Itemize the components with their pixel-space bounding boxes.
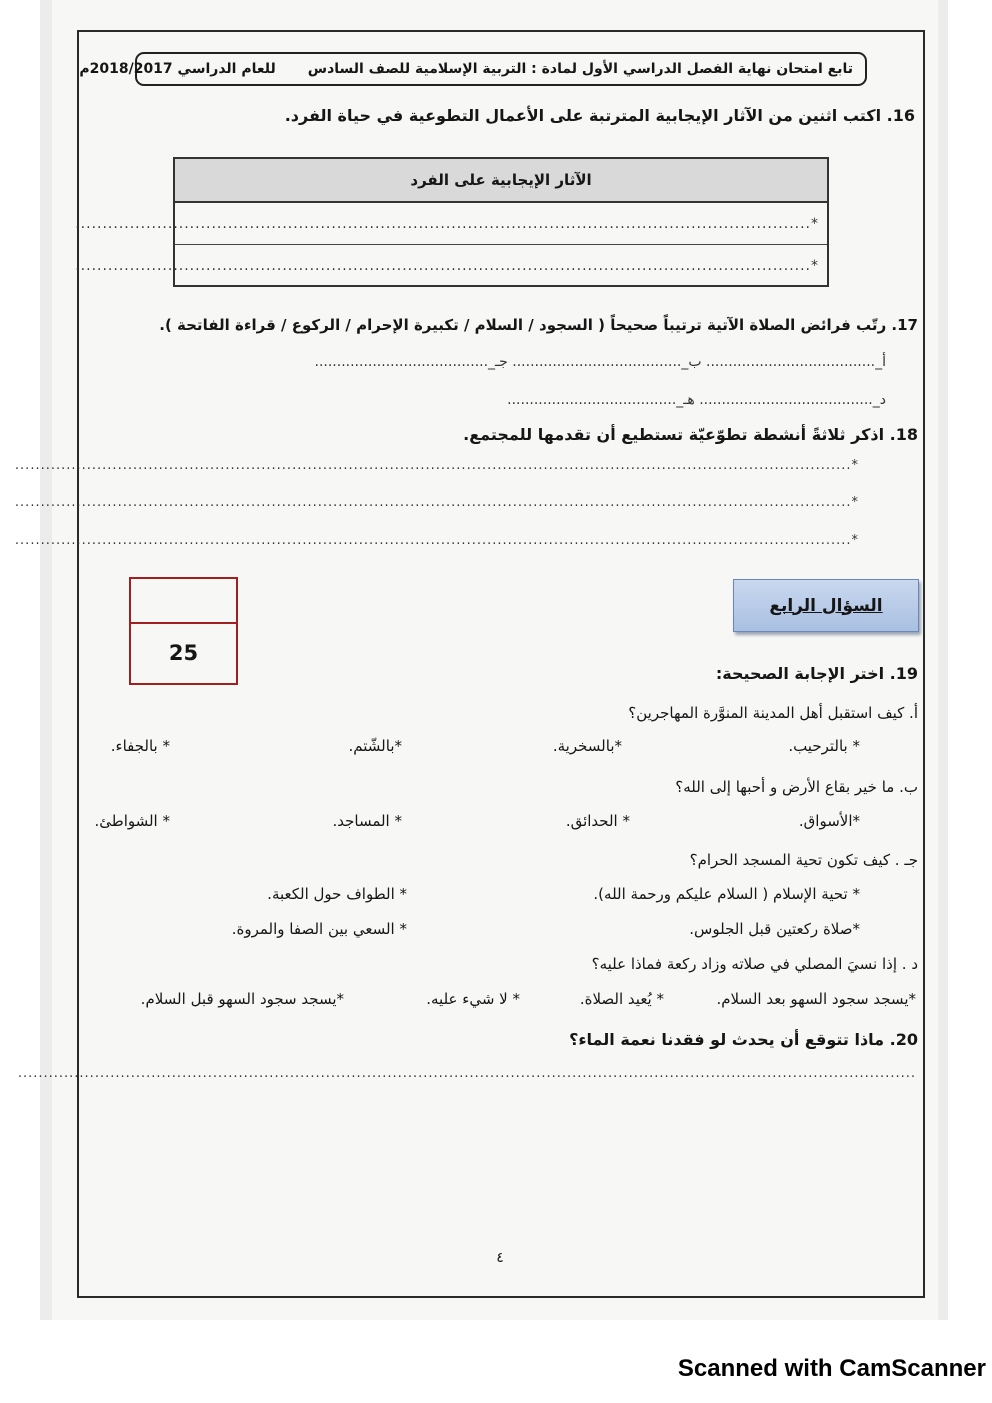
water-answer-line[interactable]: ............................................................................................................................................................................... [17,1066,916,1081]
q19-b-option-2[interactable]: * الحدائق. [565,812,630,830]
exam-header [79,52,867,86]
activities-answer-line-3[interactable]: *................................................................................................................................................................... [14,533,859,548]
q19-c-option-1[interactable]: * تحية الإسلام ( السلام عليكم ورحمة الله). [593,885,860,903]
question-20: 20. ماذا تتوقع أن يحدث لو فقدنا نعمة الماء؟ [569,1030,918,1049]
score-box [129,577,238,685]
q19-c-option-4[interactable]: * السعي بين الصفا والمروة. [231,920,407,938]
score-value: 25 [168,641,199,665]
header-year: للعام الدراسي 2018/2017م [79,61,276,77]
q19-d-option-2[interactable]: * يُعيد الصلاة. [579,990,664,1008]
q19-d-option-1[interactable]: *يسجد سجود السهو بعد السلام. [716,990,916,1008]
activities-answer-line-1[interactable]: *................................................................................................................................................................... [14,458,859,473]
q19-a-option-2[interactable]: *بالسخرية. [552,737,622,755]
q19-c-question: جـ . كيف تكون تحية المسجد الحرام؟ [689,851,918,869]
effects-table-header: الآثار الإيجابية على الفرد [175,159,827,203]
q19-a-option-3[interactable]: *بالشّتم. [348,737,402,755]
q19-b-question: ب. ما خير بقاع الأرض و أحبها إلى الله؟ [675,778,918,796]
question-19: 19. اختر الإجابة الصحيحة: [715,664,918,683]
q19-c-option-3[interactable]: *صلاة ركعتين قبل الجلوس. [689,920,860,938]
effects-answer-line-1[interactable]: *....................................................................................................................................... [175,203,827,245]
q19-a-question: أ. كيف استقبل أهل المدينة المنوَّرة المهاجرين؟ [628,704,918,722]
page-number: ٤ [496,1250,504,1266]
q19-c-option-2[interactable]: * الطواف حول الكعبة. [267,885,407,903]
q19-a-option-1[interactable]: * بالترحيب. [788,737,860,755]
camscanner-watermark: Scanned with CamScanner [677,1355,986,1382]
section-four-title: السؤال الرابع [733,579,919,632]
q19-d-option-3[interactable]: * لا شيء عليه. [426,990,520,1008]
question-17: 17. رتّب فرائض الصلاة الآتية ترتيباً صحيحاً ( السجود / السلام / تكبيرة الإحرام / الركوع / قراءة الفاتحة ). [159,316,918,334]
q19-b-option-4[interactable]: * الشواطئ. [94,812,170,830]
prayer-order-line-1[interactable]: أ_...................................... ب_...................................... جـ_....................................... [314,354,886,370]
header-title: تابع امتحان نهاية الفصل الدراسي الأول لمادة : التربية الإسلامية للصف السادس [307,61,853,77]
activities-answer-line-2[interactable]: *................................................................................................................................................................... [14,495,859,510]
prayer-order-line-2[interactable]: د_....................................... هـ_...................................... [507,392,886,408]
effects-answer-line-2[interactable]: *....................................................................................................................................... [75,258,819,274]
q19-b-option-1[interactable]: *الأسواق. [798,812,860,830]
question-18: 18. اذكر ثلاثةً أنشطة تطوّعيّة تستطيع أن تقدمها للمجتمع. [463,425,918,444]
q19-d-option-4[interactable]: *يسجد سجود السهو قبل السلام. [140,990,344,1008]
q19-b-option-3[interactable]: * المساجد. [332,812,402,830]
effects-table [75,157,829,287]
q19-a-option-4[interactable]: * بالجفاء. [110,737,170,755]
question-16: 16. اكتب اثنين من الآثار الإيجابية المترتبة على الأعمال التطوعية في حياة الفرد. [284,106,915,125]
q19-d-question: د . إذا نسيَ المصلي في صلاته وزاد ركعة فماذا عليه؟ [591,955,918,973]
score-divider [131,622,236,624]
